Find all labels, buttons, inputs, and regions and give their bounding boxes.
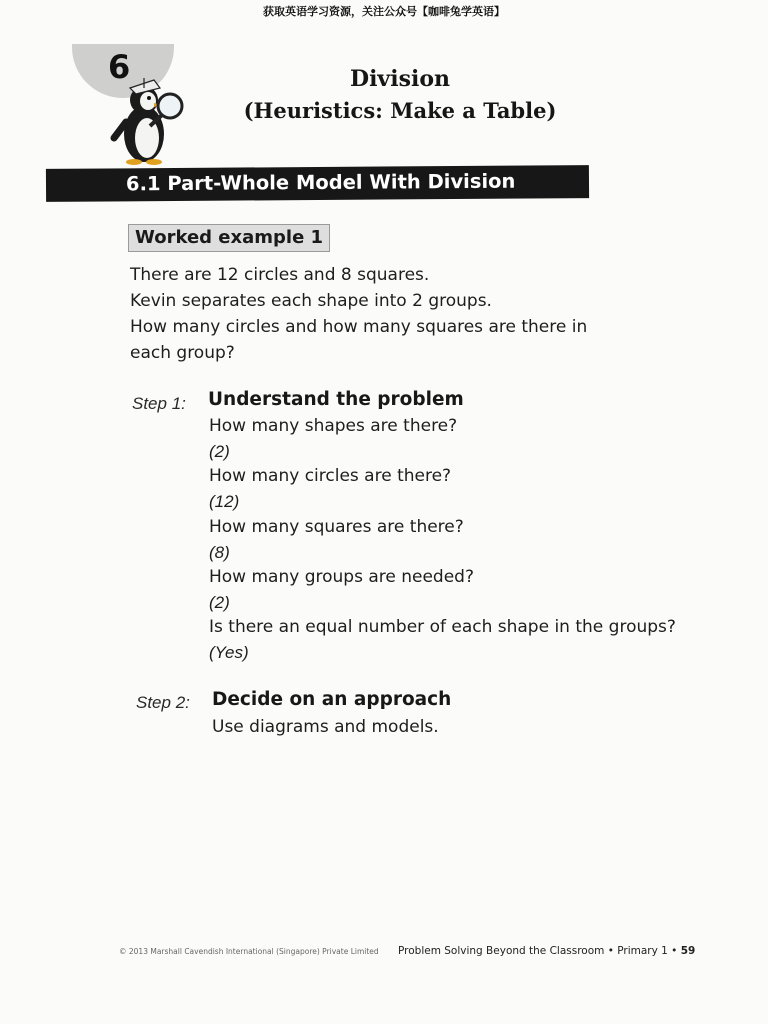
step-1-label: Step 1: <box>132 394 186 413</box>
chapter-number: 6 <box>108 48 131 86</box>
footer-copyright: © 2013 Marshall Cavendish International (Singapore) Private Limited <box>119 947 379 956</box>
answer: (2) <box>209 593 230 612</box>
step-1-title: Understand the problem <box>208 389 464 410</box>
question: How many shapes are there? <box>209 416 458 436</box>
worked-example-label: Worked example 1 <box>128 224 330 252</box>
chapter-title: Division <box>350 66 450 92</box>
top-banner: 获取英语学习资源，关注公众号【咖啡兔学英语】 <box>263 5 505 18</box>
section-header-bar <box>46 165 589 202</box>
page-number: 59 <box>680 945 696 957</box>
problem-line: Kevin separates each shape into 2 groups. <box>130 291 492 311</box>
problem-line: How many circles and how many squares are there in <box>130 317 588 337</box>
answer: (8) <box>209 543 230 562</box>
problem-line: There are 12 circles and 8 squares. <box>130 265 430 285</box>
question: How many groups are needed? <box>209 567 474 587</box>
step-2-text: Use diagrams and models. <box>212 717 439 737</box>
question: How many squares are there? <box>209 517 464 537</box>
footer-book-title: Problem Solving Beyond the Classroom • Primary 1 • <box>398 945 678 957</box>
question: How many circles are there? <box>209 466 452 486</box>
answer: (12) <box>209 492 240 511</box>
step-2-label: Step 2: <box>136 693 190 712</box>
penguin-mascot-icon <box>104 76 190 166</box>
answer: (2) <box>209 442 230 461</box>
problem-line: each group? <box>130 343 235 363</box>
section-title: 6.1 Part-Whole Model With Division <box>125 169 516 196</box>
chapter-subtitle: (Heuristics: Make a Table) <box>243 98 557 123</box>
footer-book-info <box>398 945 695 957</box>
answer: (Yes) <box>209 643 249 662</box>
step-2-title: Decide on an approach <box>212 689 452 710</box>
question: Is there an equal number of each shape in the groups? <box>209 617 676 637</box>
